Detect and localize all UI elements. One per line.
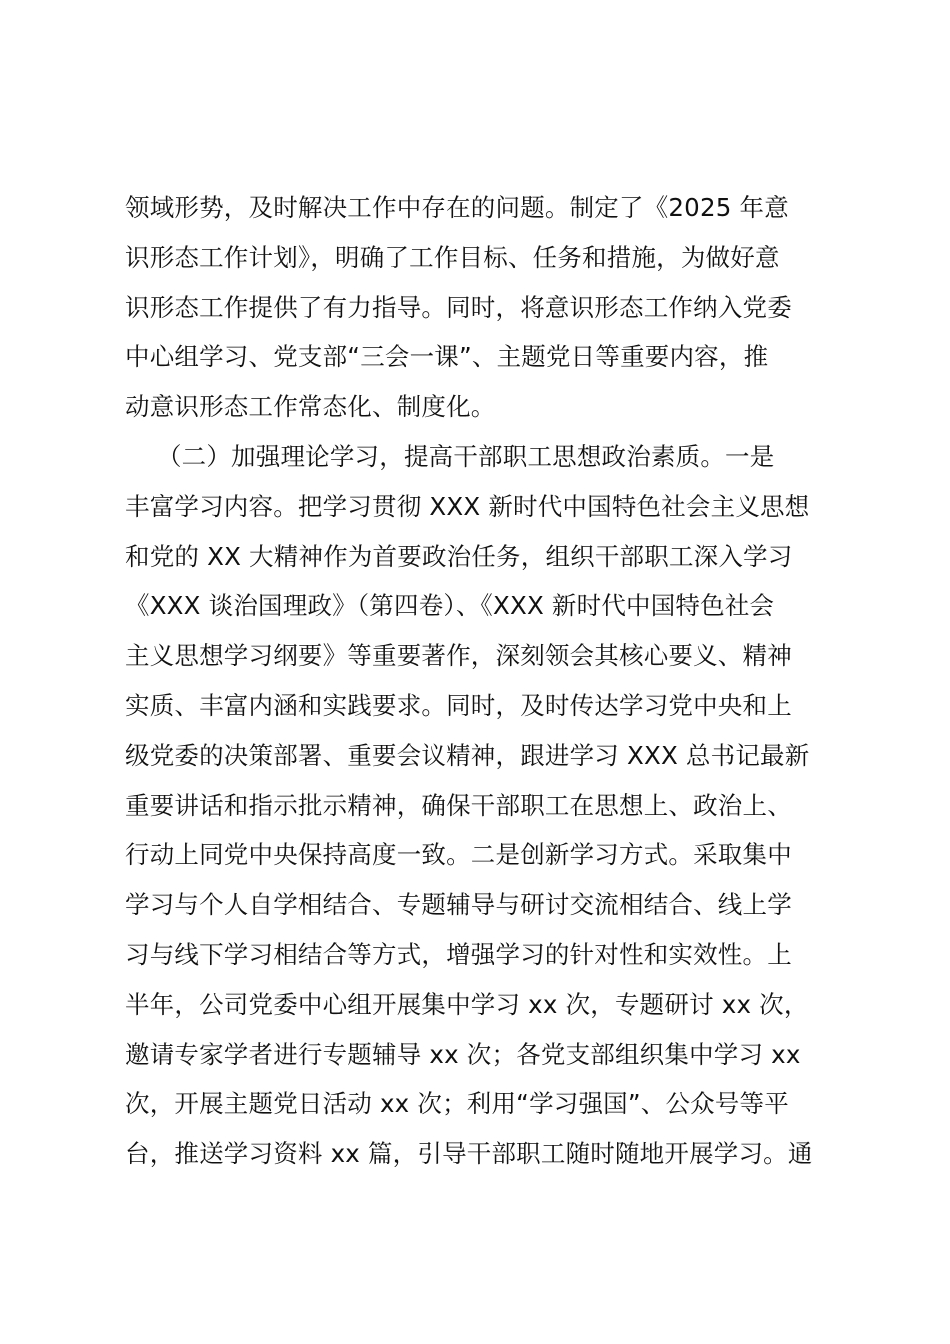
body-text xyxy=(125,183,835,1179)
text-line: 次，开展主题党日活动 xx 次；利用“学习强国”、公众号等平 xyxy=(125,1089,789,1119)
text-line: 识形态工作计划》，明确了工作目标、任务和措施，为做好意 xyxy=(125,242,780,272)
text-line: 领域形势，及时解决工作中存在的问题。制定了《2025 年意 xyxy=(125,193,789,222)
text-line: 《XXX 谈治国理政》（第四卷）、《XXX 新时代中国特色社会 xyxy=(125,591,775,621)
text-line: 半年，公司党委中心组开展集中学习 xx 次，专题研讨 xx 次， xyxy=(125,989,809,1019)
text-line: 丰富学习内容。把学习贯彻 XXX 新时代中国特色社会主义思想 xyxy=(125,491,810,521)
section-heading-line: （二）加强理论学习，提高干部职工思想政治素质。一是 xyxy=(125,441,775,471)
text-line: 实质、丰富内涵和实践要求。同时，及时传达学习党中央和上 xyxy=(125,690,792,720)
text-line: 主义思想学习纲要》等重要著作，深刻领会其核心要义、精神 xyxy=(125,641,792,671)
text-line: 动意识形态工作常态化、制度化。 xyxy=(125,392,496,422)
text-line: 级党委的决策部署、重要会议精神，跟进学习 XXX 总书记最新 xyxy=(125,740,810,770)
text-line: 重要讲话和指示批示精神，确保干部职工在思想上、政治上、 xyxy=(125,790,792,820)
text-line: 邀请专家学者进行专题辅导 xx 次；各党支部组织集中学习 xx xyxy=(125,1039,801,1069)
text-line: 习与线下学习相结合等方式，增强学习的针对性和实效性。上 xyxy=(125,939,792,969)
text-line: 识形态工作提供了有力指导。同时，将意识形态工作纳入党委 xyxy=(125,292,792,322)
text-line: 学习与个人自学相结合、专题辅导与研讨交流相结合、线上学 xyxy=(125,890,792,920)
text-line: 和党的 XX 大精神作为首要政治任务，组织干部职工深入学习 xyxy=(125,541,793,571)
text-line: 台，推送学习资料 xx 篇，引导干部职工随时随地开展学习。通 xyxy=(125,1139,813,1169)
text-line: 行动上同党中央保持高度一致。二是创新学习方式。采取集中 xyxy=(125,840,792,870)
text-line: 中心组学习、党支部“三会一课”、主题党日等重要内容，推 xyxy=(125,342,769,372)
